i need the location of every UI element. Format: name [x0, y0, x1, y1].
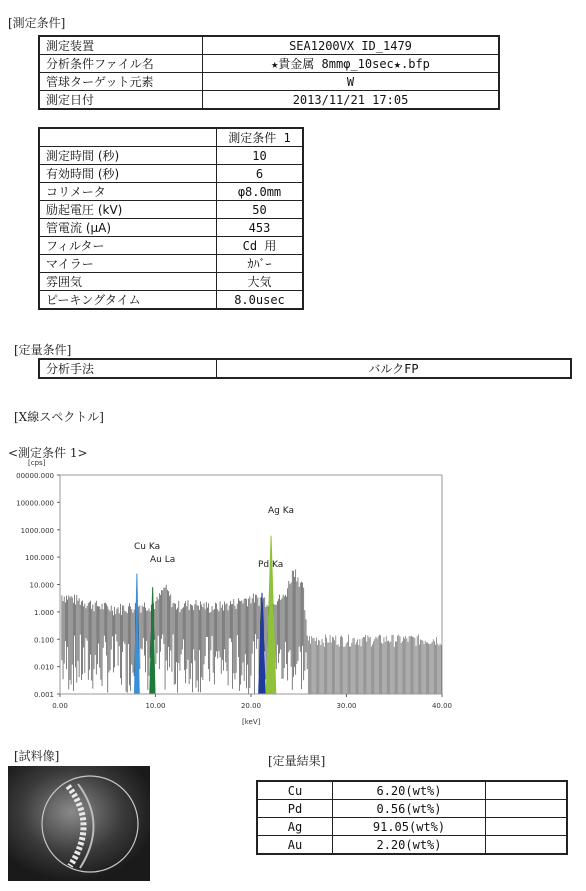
section-title-spectrum: [X線スペクトル] [14, 410, 104, 424]
method-value: バルクFP [217, 359, 572, 378]
table-row [39, 359, 571, 378]
peak-label-ag: Ag Ka [268, 506, 294, 516]
y-tick-label: 1.000 [33, 608, 54, 617]
spectrum-condition-label: <測定条件 1> [8, 446, 88, 460]
x-tick-label: 40.00 [431, 702, 453, 710]
background-noise [62, 569, 441, 694]
target-label: 管球ターゲット元素 [39, 73, 203, 91]
y-unit-label: [cps] [28, 459, 46, 467]
device-table [38, 35, 500, 110]
table-row [257, 781, 567, 800]
table-row [39, 165, 303, 183]
element-cell: Au [257, 836, 333, 855]
row-value: ｶﾊﾞｰ [217, 255, 304, 273]
y-tick-label: 100.000 [25, 554, 54, 563]
table-row [39, 183, 303, 201]
section-title-quant-results: [定量結果] [268, 754, 326, 768]
y-tick-label: 0.010 [33, 663, 54, 672]
table-row [257, 800, 567, 818]
section-title-quant-conditions: [定量条件] [14, 343, 72, 357]
value-cell: 6.20(wt%) [333, 781, 486, 800]
value-cell: 2.20(wt%) [333, 836, 486, 855]
row-label: マイラー [39, 255, 217, 273]
x-tick-label: 20.00 [240, 702, 262, 710]
peak-label-cu: Cu Ka [134, 542, 161, 552]
table-row [39, 291, 303, 310]
peak-au-la [150, 587, 155, 694]
element-cell: Cu [257, 781, 333, 800]
y-tick-label: 10000.000 [16, 499, 54, 508]
x-tick-label: 0.00 [52, 702, 68, 710]
row-label: 管電流 (μA) [39, 219, 217, 237]
row-value: Cd 用 [217, 237, 304, 255]
row-value: φ8.0mm [217, 183, 304, 201]
row-label: 有効時間 (秒) [39, 165, 217, 183]
peak-label-au: Au La [150, 555, 176, 565]
sample-photo [8, 766, 150, 881]
row-label: フィルター [39, 237, 217, 255]
x-unit-label: [keV] [242, 718, 261, 726]
row-value: 453 [217, 219, 304, 237]
row-label: 励起電圧 (kV) [39, 201, 217, 219]
table-row [39, 147, 303, 165]
peak-pd-ka [259, 593, 266, 694]
y-tick-label: 00000.000 [16, 472, 54, 480]
device-value: SEA1200VX ID_1479 [203, 36, 500, 55]
x-tick-label: 30.00 [336, 702, 357, 710]
row-value: 8.0usec [217, 291, 304, 310]
condition-table [38, 127, 304, 310]
peak-cu-ka [134, 574, 139, 694]
condition-header: 測定条件 1 [217, 128, 304, 147]
file-label: 分析条件ファイル名 [39, 55, 203, 73]
table-row [39, 273, 303, 291]
x-tick-label: 10.00 [145, 702, 166, 710]
row-value: 10 [217, 147, 304, 165]
table-row [39, 201, 303, 219]
file-value: ★貴金属 8mmφ_10sec★.bfp [203, 55, 500, 73]
section-title-measurement: [測定条件] [8, 16, 66, 30]
value-cell: 91.05(wt%) [333, 818, 486, 836]
row-value: 大気 [217, 273, 304, 291]
table-row [39, 73, 499, 91]
value-cell: 0.56(wt%) [333, 800, 486, 818]
element-cell: Ag [257, 818, 333, 836]
results-table [256, 780, 568, 855]
table-row [39, 237, 303, 255]
row-value: 6 [217, 165, 304, 183]
method-label: 分析手法 [39, 359, 217, 378]
row-label: コリメータ [39, 183, 217, 201]
row-value: 50 [217, 201, 304, 219]
table-row [39, 255, 303, 273]
quant-conditions-table [38, 358, 572, 379]
table-row [257, 818, 567, 836]
table-row [39, 91, 499, 110]
date-value: 2013/11/21 17:05 [203, 91, 500, 110]
peak-label-pd: Pd Ka [258, 560, 284, 570]
element-cell: Pd [257, 800, 333, 818]
table-row [257, 836, 567, 855]
y-tick-label: 0.001 [33, 691, 54, 699]
row-label: 雰囲気 [39, 273, 217, 291]
table-row [39, 36, 499, 55]
section-title-sample-image: [試料像] [14, 749, 60, 763]
y-tick-label: 0.100 [33, 636, 54, 645]
spectrum-chart [0, 455, 470, 730]
table-row [39, 219, 303, 237]
table-header-row [39, 128, 303, 147]
device-label: 測定装置 [39, 36, 203, 55]
target-value: W [203, 73, 500, 91]
date-label: 測定日付 [39, 91, 203, 110]
table-row [39, 55, 499, 73]
y-tick-label: 1000.000 [20, 526, 54, 535]
row-label: 測定時間 (秒) [39, 147, 217, 165]
y-tick-label: 10.000 [29, 581, 54, 590]
row-label: ピーキングタイム [39, 291, 217, 310]
